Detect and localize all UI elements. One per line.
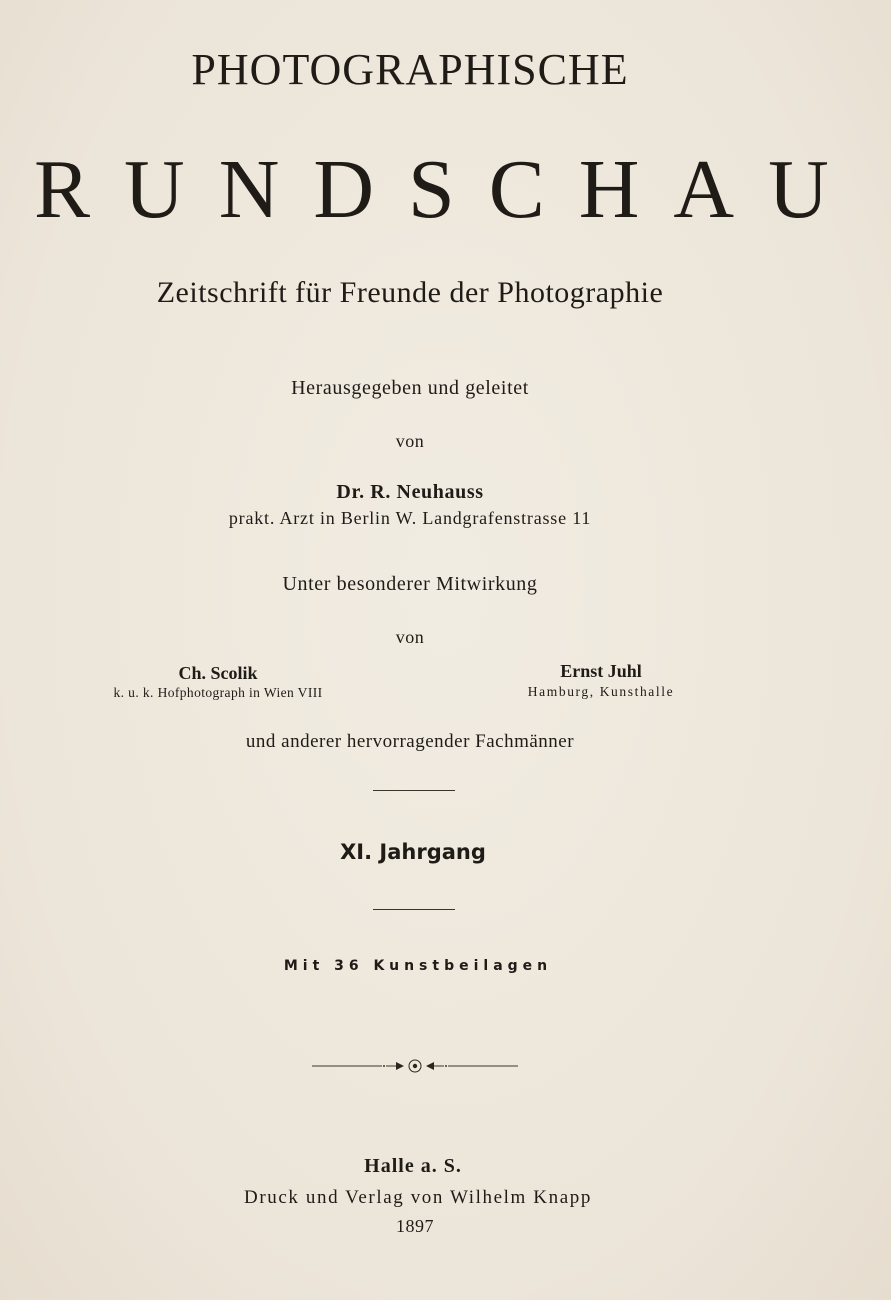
contributor-1: [68, 664, 368, 700]
von-1: von: [395, 431, 425, 451]
contributor-name: Ch. Scolik: [178, 663, 258, 683]
contributor-2: [451, 662, 751, 699]
publisher: Druck und Verlag von Wilhelm Knapp: [244, 1187, 592, 1208]
plates: Mit 36 Kunstbeilagen: [283, 958, 553, 974]
collaboration: Unter besonderer Mitwirkung: [282, 573, 538, 595]
contributor-name: Ernst Juhl: [560, 661, 642, 681]
contributor-desc: k. u. k. Hofphotograph in Wien VIII: [113, 685, 323, 700]
editor-address: prakt. Arzt in Berlin W. Landgrafenstrasse 11: [228, 508, 592, 528]
ornament-divider-icon: [312, 1058, 518, 1074]
editor-name: Dr. R. Neuhauss: [336, 481, 484, 503]
contributor-desc: Hamburg, Kunsthalle: [527, 684, 675, 699]
subtitle: Zeitschrift für Freunde der Photographie: [156, 276, 664, 309]
von-2: von: [395, 627, 425, 647]
title-line-1: PHOTOGRAPHISCHE: [191, 45, 629, 94]
title-line-2: RUNDSCHAU: [34, 143, 863, 236]
volume: XI. Jahrgang: [340, 840, 486, 864]
place: Halle a. S.: [364, 1155, 462, 1177]
divider: [373, 790, 455, 791]
other-contributors: und anderer hervorragender Fachmänner: [245, 731, 575, 752]
edited-by: Herausgegeben und geleitet: [291, 377, 529, 399]
year: 1897: [396, 1216, 434, 1236]
divider: [373, 909, 455, 910]
